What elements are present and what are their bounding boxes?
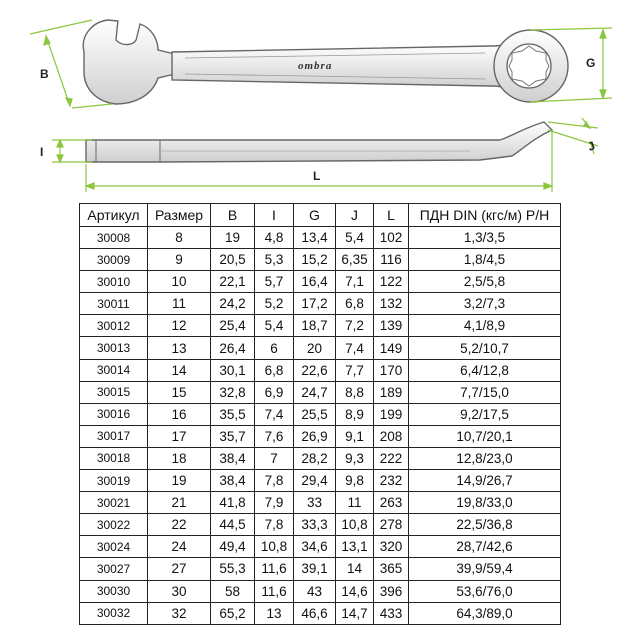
cell-l: 170 [374, 359, 409, 381]
cell-j: 7,1 [336, 271, 374, 293]
cell-j: 6,35 [336, 249, 374, 271]
cell-g: 29,4 [294, 470, 336, 492]
cell-torque: 39,9/59,4 [409, 558, 561, 580]
cell-l: 132 [374, 293, 409, 315]
table-row [80, 558, 561, 580]
cell-i: 6,9 [255, 381, 294, 403]
cell-article: 30016 [80, 403, 148, 425]
cell-article: 30009 [80, 249, 148, 271]
cell-i: 10,8 [255, 536, 294, 558]
cell-g: 46,6 [294, 602, 336, 624]
cell-i: 6 [255, 337, 294, 359]
cell-size: 17 [148, 425, 211, 447]
table-row [80, 447, 561, 469]
cell-torque: 7,7/15,0 [409, 381, 561, 403]
cell-torque: 12,8/23,0 [409, 447, 561, 469]
cell-size: 18 [148, 447, 211, 469]
cell-article: 30012 [80, 315, 148, 337]
cell-b: 32,8 [211, 381, 255, 403]
cell-j: 7,2 [336, 315, 374, 337]
cell-b: 25,4 [211, 315, 255, 337]
cell-g: 22,6 [294, 359, 336, 381]
cell-article: 30013 [80, 337, 148, 359]
table-row [80, 271, 561, 293]
cell-i: 7,9 [255, 492, 294, 514]
cell-l: 232 [374, 470, 409, 492]
cell-l: 320 [374, 536, 409, 558]
cell-size: 24 [148, 536, 211, 558]
cell-l: 149 [374, 337, 409, 359]
cell-size: 12 [148, 315, 211, 337]
cell-l: 116 [374, 249, 409, 271]
cell-j: 14,7 [336, 602, 374, 624]
header-size: Размер [148, 204, 211, 227]
cell-size: 10 [148, 271, 211, 293]
table-body [80, 227, 561, 625]
table-header-row [80, 204, 561, 227]
table-row [80, 470, 561, 492]
cell-l: 222 [374, 447, 409, 469]
header-b: B [211, 204, 255, 227]
label-j: J [585, 138, 597, 154]
cell-b: 24,2 [211, 293, 255, 315]
cell-size: 22 [148, 514, 211, 536]
cell-torque: 6,4/12,8 [409, 359, 561, 381]
cell-size: 14 [148, 359, 211, 381]
cell-torque: 14,9/26,7 [409, 470, 561, 492]
cell-article: 30019 [80, 470, 148, 492]
table-row [80, 337, 561, 359]
table-row [80, 359, 561, 381]
cell-article: 30017 [80, 425, 148, 447]
cell-size: 27 [148, 558, 211, 580]
cell-torque: 19,8/33,0 [409, 492, 561, 514]
table-row [80, 492, 561, 514]
cell-j: 9,1 [336, 425, 374, 447]
wrench-top-view [83, 20, 568, 104]
cell-b: 19 [211, 227, 255, 249]
cell-j: 8,9 [336, 403, 374, 425]
label-b: B [40, 67, 49, 81]
cell-j: 9,3 [336, 447, 374, 469]
specifications-table [79, 203, 561, 625]
cell-article: 30010 [80, 271, 148, 293]
cell-size: 8 [148, 227, 211, 249]
cell-i: 7,6 [255, 425, 294, 447]
cell-torque: 4,1/8,9 [409, 315, 561, 337]
label-i: I [40, 145, 44, 159]
cell-j: 9,8 [336, 470, 374, 492]
table-row [80, 249, 561, 271]
cell-torque: 3,2/7,3 [409, 293, 561, 315]
cell-b: 22,1 [211, 271, 255, 293]
cell-b: 65,2 [211, 602, 255, 624]
cell-b: 41,8 [211, 492, 255, 514]
cell-torque: 10,7/20,1 [409, 425, 561, 447]
table-row [80, 425, 561, 447]
cell-i: 7,8 [255, 514, 294, 536]
cell-article: 30008 [80, 227, 148, 249]
cell-article: 30021 [80, 492, 148, 514]
cell-size: 30 [148, 580, 211, 602]
cell-l: 263 [374, 492, 409, 514]
cell-b: 55,3 [211, 558, 255, 580]
cell-torque: 2,5/5,8 [409, 271, 561, 293]
cell-g: 24,7 [294, 381, 336, 403]
cell-j: 13,1 [336, 536, 374, 558]
cell-b: 58 [211, 580, 255, 602]
cell-article: 30014 [80, 359, 148, 381]
cell-i: 11,6 [255, 580, 294, 602]
cell-g: 43 [294, 580, 336, 602]
cell-g: 39,1 [294, 558, 336, 580]
table-row [80, 602, 561, 624]
header-article: Артикул [80, 204, 148, 227]
cell-i: 7,4 [255, 403, 294, 425]
wrench-drawing [0, 0, 640, 200]
cell-article: 30011 [80, 293, 148, 315]
cell-l: 122 [374, 271, 409, 293]
header-l: L [374, 204, 409, 227]
cell-i: 5,4 [255, 315, 294, 337]
cell-i: 6,8 [255, 359, 294, 381]
cell-article: 30022 [80, 514, 148, 536]
cell-b: 30,1 [211, 359, 255, 381]
wrench-shaft [172, 44, 504, 88]
cell-size: 19 [148, 470, 211, 492]
brand-logo: ombra [298, 60, 333, 72]
wrench-side-view [86, 122, 552, 162]
cell-b: 35,5 [211, 403, 255, 425]
cell-torque: 22,5/36,8 [409, 514, 561, 536]
table-row [80, 315, 561, 337]
header-i: I [255, 204, 294, 227]
cell-size: 9 [148, 249, 211, 271]
cell-g: 16,4 [294, 271, 336, 293]
cell-size: 11 [148, 293, 211, 315]
table-row [80, 580, 561, 602]
cell-size: 32 [148, 602, 211, 624]
cell-l: 433 [374, 602, 409, 624]
cell-l: 189 [374, 381, 409, 403]
cell-b: 38,4 [211, 470, 255, 492]
cell-j: 6,8 [336, 293, 374, 315]
cell-torque: 5,2/10,7 [409, 337, 561, 359]
cell-torque: 9,2/17,5 [409, 403, 561, 425]
cell-i: 13 [255, 602, 294, 624]
cell-b: 35,7 [211, 425, 255, 447]
cell-l: 199 [374, 403, 409, 425]
cell-i: 7,8 [255, 470, 294, 492]
cell-torque: 28,7/42,6 [409, 536, 561, 558]
cell-j: 10,8 [336, 514, 374, 536]
cell-article: 30030 [80, 580, 148, 602]
cell-g: 17,2 [294, 293, 336, 315]
label-l: L [313, 169, 321, 183]
cell-b: 44,5 [211, 514, 255, 536]
cell-size: 16 [148, 403, 211, 425]
cell-size: 13 [148, 337, 211, 359]
cell-j: 14 [336, 558, 374, 580]
cell-g: 18,7 [294, 315, 336, 337]
label-g: G [586, 56, 596, 70]
cell-size: 15 [148, 381, 211, 403]
cell-article: 30018 [80, 447, 148, 469]
cell-torque: 1,3/3,5 [409, 227, 561, 249]
cell-j: 5,4 [336, 227, 374, 249]
cell-g: 13,4 [294, 227, 336, 249]
cell-article: 30015 [80, 381, 148, 403]
cell-l: 139 [374, 315, 409, 337]
table-row [80, 514, 561, 536]
table-row [80, 403, 561, 425]
cell-l: 365 [374, 558, 409, 580]
header-torque: ПДН DIN (кгс/м) Р/Н [409, 204, 561, 227]
cell-g: 33 [294, 492, 336, 514]
cell-size: 21 [148, 492, 211, 514]
cell-l: 396 [374, 580, 409, 602]
cell-article: 30024 [80, 536, 148, 558]
cell-g: 25,5 [294, 403, 336, 425]
cell-j: 11 [336, 492, 374, 514]
header-g: G [294, 204, 336, 227]
cell-b: 38,4 [211, 447, 255, 469]
table-row [80, 227, 561, 249]
cell-i: 7 [255, 447, 294, 469]
cell-g: 15,2 [294, 249, 336, 271]
cell-j: 7,4 [336, 337, 374, 359]
cell-l: 278 [374, 514, 409, 536]
cell-g: 34,6 [294, 536, 336, 558]
cell-torque: 53,6/76,0 [409, 580, 561, 602]
cell-torque: 1,8/4,5 [409, 249, 561, 271]
cell-g: 33,3 [294, 514, 336, 536]
cell-g: 26,9 [294, 425, 336, 447]
cell-j: 7,7 [336, 359, 374, 381]
cell-b: 20,5 [211, 249, 255, 271]
cell-i: 5,2 [255, 293, 294, 315]
cell-article: 30027 [80, 558, 148, 580]
header-j: J [336, 204, 374, 227]
table-row [80, 536, 561, 558]
cell-i: 4,8 [255, 227, 294, 249]
cell-g: 20 [294, 337, 336, 359]
table-row [80, 293, 561, 315]
cell-j: 8,8 [336, 381, 374, 403]
cell-article: 30032 [80, 602, 148, 624]
cell-i: 5,7 [255, 271, 294, 293]
cell-b: 26,4 [211, 337, 255, 359]
cell-i: 11,6 [255, 558, 294, 580]
cell-torque: 64,3/89,0 [409, 602, 561, 624]
cell-g: 28,2 [294, 447, 336, 469]
table-row [80, 381, 561, 403]
cell-i: 5,3 [255, 249, 294, 271]
cell-b: 49,4 [211, 536, 255, 558]
cell-l: 102 [374, 227, 409, 249]
cell-l: 208 [374, 425, 409, 447]
cell-j: 14,6 [336, 580, 374, 602]
